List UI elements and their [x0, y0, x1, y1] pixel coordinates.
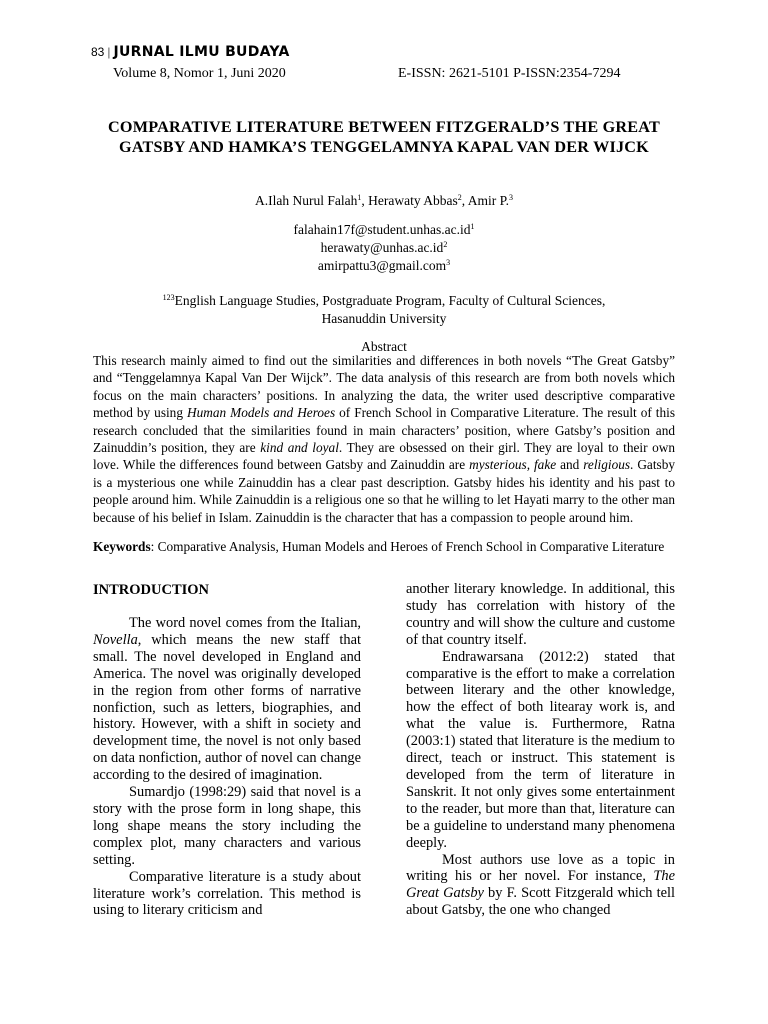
running-header — [91, 44, 290, 60]
keywords — [93, 538, 675, 555]
abstract-text: This research mainly aimed to find out the similarities and differences in both novels “The Great Gatsby” and “Tenggelamnya Kapal Van Der Wijck”. The data analysis of this research are from both novels which focus on the main characters’ positions. In analyzing the data, the writer used descriptive comparative method by using — [93, 353, 675, 421]
journal-name: JURNAL ILMU BUDAYA — [113, 44, 290, 60]
volume-info: Volume 8, Nomor 1, Juni 2020 — [113, 66, 286, 81]
abstract-emphasis: Human Models and Heroes — [186, 405, 336, 421]
author-name: , Herawaty Abbas — [361, 193, 458, 208]
abstract-emphasis: religious — [583, 457, 631, 473]
author-affil-mark: 3 — [508, 193, 513, 202]
email-address: amirpattu3@gmail.com — [317, 258, 447, 273]
abstract-text: of French School in Comparative Literature. The result of this research concluded that the similarities found in main characters’ position, where Gatsby’s position and Zainuddin’s position, they are — [93, 405, 676, 456]
email-affil-mark: 2 — [443, 240, 448, 249]
body-emphasis: The Great Gatsby — [406, 868, 675, 902]
author-affil-mark: 2 — [457, 193, 462, 202]
issn-info: E-ISSN: 2621-5101 P-ISSN:2354-7294 — [398, 66, 621, 81]
affiliation-line: Hasanuddin University — [321, 311, 447, 326]
author-name: A.Ilah Nurul Falah — [255, 193, 358, 208]
abstract-text: . They are obsessed on their girl. They are loyal to their own love. While the differences found between Gatsby and Zainuddin are — [93, 440, 676, 473]
paper-title: COMPARATIVE LITERATURE BETWEEN FITZGERALD’S THE GREAT GATSBY AND HAMKA’S TENGGELAMNYA KAPAL VAN DER WIJCK — [108, 118, 660, 156]
abstract-emphasis: kind and loyal — [260, 440, 339, 456]
author-emails — [0, 221, 768, 275]
author-affil-mark: 1 — [357, 193, 362, 202]
body-paragraph: Comparative literature is a study about literature work’s correlation. This method is using to literary criticism and — [93, 868, 361, 919]
abstract-text: and — [556, 457, 584, 473]
body-text: by F. Scott Fitzgerald which tell about Gatsby, the one who changed — [406, 885, 675, 919]
body-text: The word novel comes from the Italian, — [129, 615, 361, 631]
abstract-heading: Abstract — [361, 339, 407, 354]
header-separator: | — [107, 44, 111, 59]
body-column-right — [406, 581, 675, 919]
body-emphasis: Novella — [93, 631, 138, 648]
author-name: , Amir P. — [461, 193, 509, 208]
body-paragraph — [93, 615, 361, 784]
body-column-left — [93, 615, 361, 919]
affil-mark: 123 — [162, 293, 175, 302]
keywords-text: : Comparative Analysis, Human Models and Heroes of French School in Comparative Literature — [150, 539, 665, 554]
affiliation — [96, 292, 672, 328]
keywords-label: Keywords — [93, 539, 151, 554]
section-heading-introduction: INTRODUCTION — [93, 582, 210, 598]
author-list — [0, 193, 768, 209]
affiliation-line: English Language Studies, Postgraduate Program, Faculty of Cultural Sciences, — [174, 293, 606, 308]
abstract-emphasis: mysterious, fake — [469, 457, 557, 473]
body-paragraph: another literary knowledge. In additional, this study has correlation with history of the country and will show the culture and custome of that country itself. — [406, 581, 675, 648]
body-paragraph — [406, 852, 675, 920]
page-number: 83 — [91, 45, 105, 59]
body-paragraph: Sumardjo (1998:29) said that novel is a story with the prose form in long shape, this long shape means the story including the complex plot, many characters and various setting. — [93, 784, 361, 868]
email-affil-mark: 1 — [470, 222, 475, 231]
abstract-body — [93, 352, 675, 526]
email-address: falahain17f@student.unhas.ac.id — [293, 222, 471, 237]
body-text: , which means the new staff that small. The novel developed in England and America. The novel was originally developed in the region from other forms of narrative nonfiction, such as letters, biographies, and history. However, with a shift in society and development time, the novel is not only based on data nonfiction, author of novel can change according to the desired of imagination. — [93, 631, 361, 784]
email-affil-mark: 3 — [446, 258, 451, 267]
email-address: herawaty@unhas.ac.id — [320, 240, 444, 255]
body-text: Most authors use love as a topic in writing his or her novel. For instance, — [406, 851, 675, 885]
body-paragraph: Endrawarsana (2012:2) stated that comparative is the effort to make a correlation between literary and the other knowledge, how the effect of both litearay work is, and what the value is. Furthermore, Ratna (2003:1) stated that literature is the medium to direct, teach or instruct. This statement is developed from the term of literature in Sanskrit. It not only gives some entertainment to the reader, but more than that, literature can be a guideline to understand many phenomena deeply. — [406, 648, 675, 851]
abstract-text: . Gatsby is a mysterious one while Zainuddin has a clear past description. Gatsby hides his identity and his past to people around him. While Zainuddin is a religious one so that he willing to let Hayati marry to the other man because of his belief in Islam. Zainuddin is the character that has a compassion to people around him. — [93, 457, 675, 525]
